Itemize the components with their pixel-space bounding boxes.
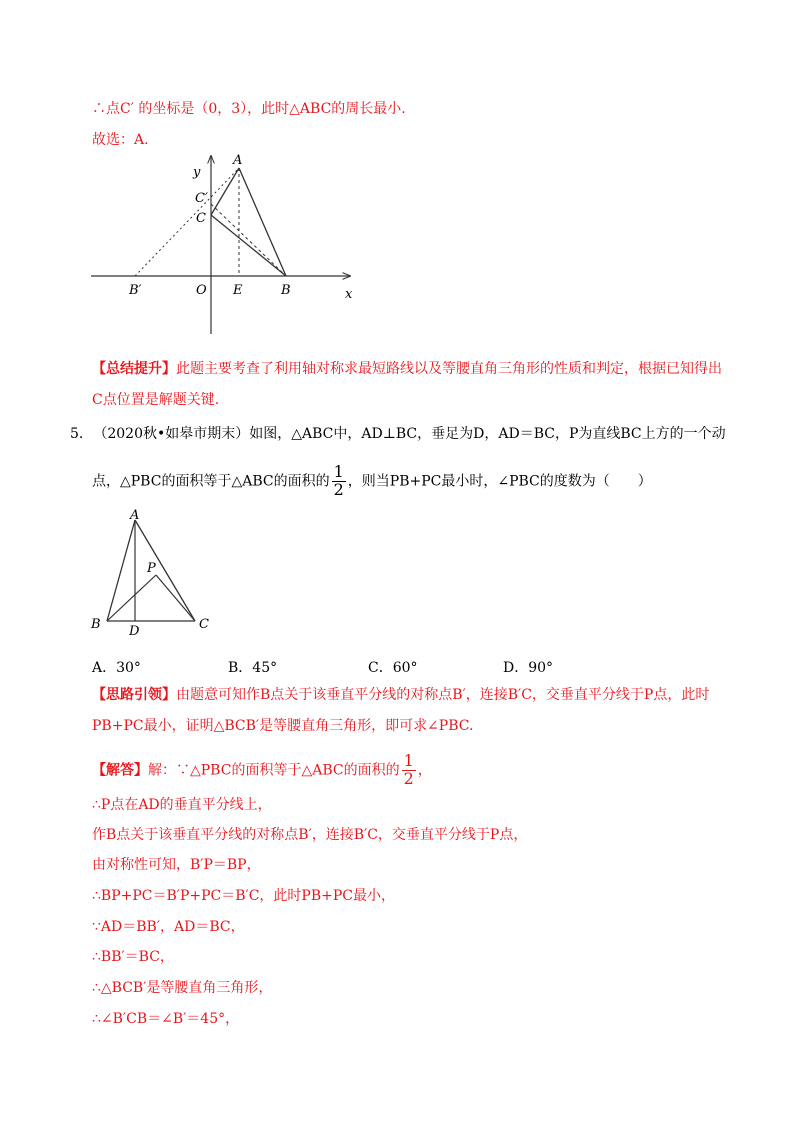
label-x: x	[345, 287, 353, 302]
option-d: D．90°	[503, 660, 554, 676]
side-ab	[107, 520, 135, 621]
answer-step: 作B点关于该垂直平分线的对称点B′，连接B′C，交垂直平分线于P点，	[92, 827, 528, 843]
summary-line1	[92, 362, 722, 376]
hint-tag: 【思路引领】	[92, 687, 176, 703]
question-5-line1	[70, 427, 726, 441]
segment-pc	[156, 575, 195, 621]
label-c: C	[196, 211, 206, 226]
answer-text-pre: 解：∵△PBC的面积等于△ABC的面积的	[148, 762, 400, 779]
question-5-text-post: ，则当PB+PC最小时，∠PBC的度数为（ ）	[347, 473, 652, 490]
label-a: A	[233, 153, 243, 168]
question-number: 5.	[70, 426, 84, 442]
summary-text: 此题主要考查了利用轴对称求最短路线以及等腰直角三角形的性质和判定，根据已知得出	[176, 361, 722, 377]
segment-bp	[107, 575, 156, 621]
answer-step: ∴BP+PC＝B′P+PC＝B′C，此时PB+PC最小，	[92, 888, 395, 904]
label-a: A	[130, 508, 140, 523]
side-ac	[211, 168, 239, 215]
option-b: B．45°	[228, 660, 278, 676]
label-c: C	[199, 617, 209, 632]
answer-fraction-one-half	[402, 753, 416, 788]
label-e: E	[233, 283, 243, 298]
fraction-denominator: 2	[403, 768, 414, 788]
question-5-text: （2020秋•如皋市期末）如图，△ABC中，AD⊥BC，垂足为D，AD＝BC，P为直线BC上方的一个动	[93, 426, 726, 442]
answer-text-post: ，	[417, 762, 432, 779]
answer-step: ∴BB′＝BC，	[92, 949, 174, 965]
solution-line-choice: 故选：A.	[92, 132, 149, 148]
side-ab	[239, 168, 286, 276]
figure-coordinate-diagram	[85, 150, 365, 340]
hint-line1	[92, 688, 709, 702]
solution-line-conclusion: ∴点C′ 的坐标是（0，3），此时△ABC的周长最小.	[92, 101, 406, 117]
answer-step: ∴P点在AD的垂直平分线上，	[92, 797, 272, 813]
label-b: B	[91, 617, 101, 632]
hint-line2: PB+PC最小，证明△BCB′是等腰直角三角形，即可求∠PBC.	[92, 718, 474, 734]
label-b: B	[281, 283, 291, 298]
answer-tag: 【解答】	[92, 762, 148, 779]
fraction-denominator: 2	[333, 479, 344, 499]
fraction-numerator: 1	[333, 462, 344, 481]
label-y: y	[193, 165, 201, 180]
fraction-numerator: 1	[403, 751, 414, 770]
line-bprime-a	[135, 168, 239, 276]
figure-triangle-p	[85, 508, 225, 638]
summary-line2: C点位置是解题关键.	[92, 392, 220, 408]
answer-line1	[92, 753, 432, 788]
label-b-prime: B′	[129, 283, 142, 298]
answer-step: ∴△BCB′是等腰直角三角形，	[92, 980, 273, 996]
label-p: P	[147, 561, 156, 576]
answer-step: 由对称性可知，B′P＝BP，	[92, 857, 261, 873]
line-cprime-b	[211, 204, 286, 276]
question-5-text-pre: 点，△PBC的面积等于△ABC的面积的	[92, 473, 330, 490]
answer-step: ∴∠B′CB＝∠B′＝45°，	[92, 1011, 240, 1027]
answer-step: ∵AD＝BB′，AD＝BC，	[92, 919, 245, 935]
side-ac	[135, 520, 195, 621]
question-5-line2	[92, 464, 652, 499]
label-d: D	[129, 624, 140, 638]
option-c: C．60°	[368, 660, 418, 676]
side-cb	[211, 215, 286, 276]
option-a: A．30°	[92, 660, 141, 676]
fraction-one-half	[332, 464, 346, 499]
hint-text: 由题意可知作B点关于该垂直平分线的对称点B′，连接B′C，交垂直平分线于P点，此时	[176, 687, 710, 703]
summary-tag: 【总结提升】	[92, 361, 176, 377]
label-c-prime: C′	[195, 191, 208, 206]
label-o: O	[196, 283, 207, 298]
